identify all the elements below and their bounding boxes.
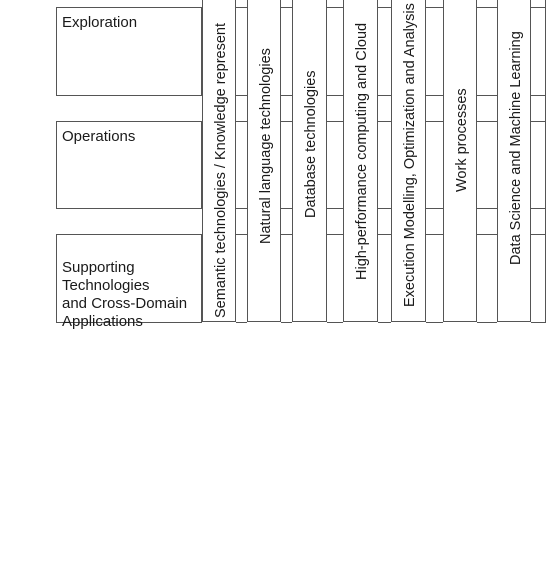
column-semantic-technologies — [202, 0, 236, 322]
column-label: Work processes — [454, 88, 470, 192]
row-label: Operations — [62, 128, 136, 145]
column-label: Natural language technologies — [258, 48, 274, 244]
column-label: Execution Modelling, Optimization and Analysis — [402, 3, 418, 307]
column-label: Database technologies — [303, 70, 319, 218]
row-supporting-technologies — [56, 234, 202, 330]
row-operations — [56, 121, 202, 209]
column-high-performance-computing — [343, 0, 378, 322]
row-label: Supporting Technologies and Cross-Domain Applications — [62, 259, 188, 330]
column-natural-language-technologies — [247, 0, 281, 322]
row-label: Exploration — [62, 14, 138, 31]
column-data-science — [497, 0, 531, 322]
column-label: High-performance computing and Cloud — [354, 22, 370, 280]
column-label: Semantic technologies / Knowledge represent — [213, 22, 229, 318]
row-exploration — [56, 7, 202, 96]
column-label: Data Science and Machine Learning — [508, 31, 524, 265]
column-execution-modelling — [391, 0, 426, 322]
column-work-processes — [443, 0, 477, 322]
right-edge-line — [545, 0, 546, 323]
column-database-technologies — [292, 0, 327, 322]
